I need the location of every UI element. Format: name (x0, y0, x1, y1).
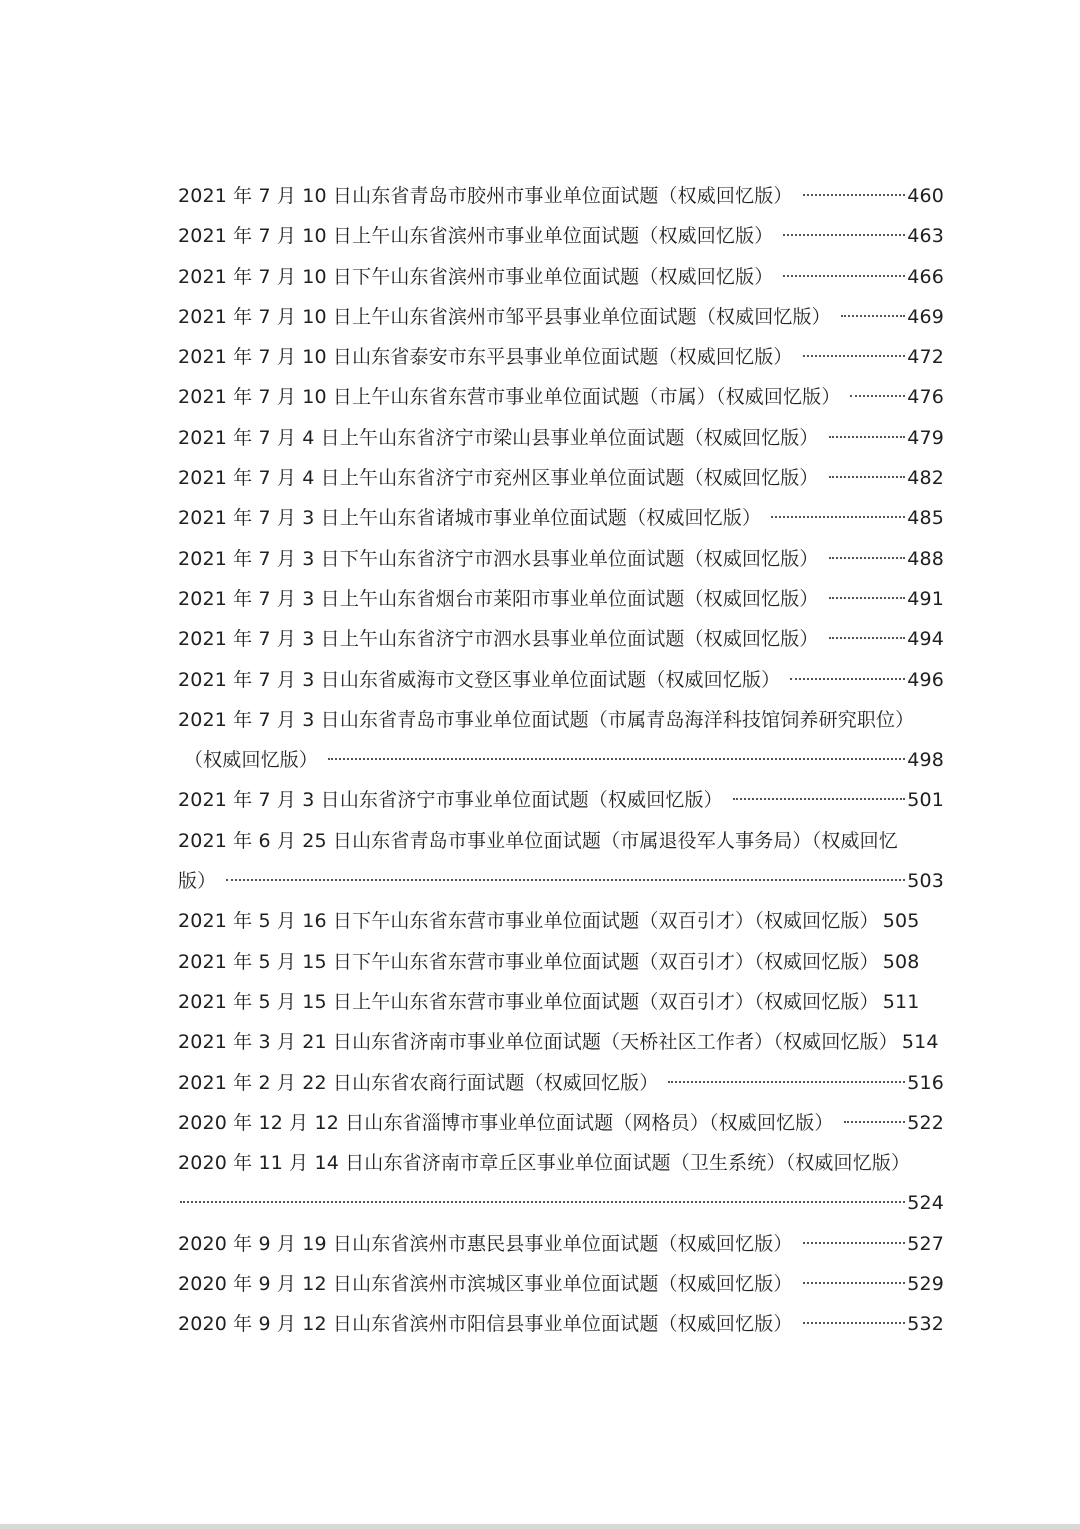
toc-entry[interactable] (178, 337, 944, 377)
toc-entry-title: 2020 年 9 月 19 日山东省滨州市惠民县事业单位面试题（权威回忆版） (178, 1232, 793, 1255)
toc-entry[interactable] (178, 901, 944, 941)
toc-entry-page: 494 (907, 628, 944, 651)
toc-entry-page: 488 (907, 547, 944, 570)
toc-entry[interactable] (178, 418, 944, 458)
toc-entry-page: 466 (907, 265, 944, 288)
toc-entry[interactable] (178, 1304, 944, 1344)
toc-entry-title: 2021 年 7 月 3 日上午山东省济宁市泗水县事业单位面试题（权威回忆版） (178, 628, 819, 651)
toc-entry-page: 460 (907, 185, 944, 207)
toc-entry-page: 529 (907, 1273, 944, 1296)
toc-entry[interactable] (178, 942, 944, 982)
toc-entry-title: 2021 年 7 月 3 日山东省威海市文登区事业单位面试题（权威回忆版） (178, 668, 781, 691)
toc-entry-title: 2021 年 7 月 10 日山东省青岛市胶州市事业单位面试题（权威回忆版） (178, 185, 793, 207)
dot-leader (829, 557, 906, 559)
toc-entry[interactable] (178, 1022, 944, 1062)
toc-entry-title-continued: 版） (178, 870, 217, 893)
dot-leader (733, 798, 905, 800)
dot-leader (180, 1201, 905, 1203)
dot-leader (226, 879, 905, 881)
toc-entry[interactable] (178, 176, 944, 216)
dot-leader (668, 1081, 905, 1083)
toc-entry[interactable] (178, 539, 944, 579)
toc-entry-title: 2021 年 3 月 21 日山东省济南市事业单位面试题（天桥社区工作者）（权威回忆版） (178, 1031, 898, 1054)
toc-entry-continuation[interactable] (178, 740, 944, 780)
dot-leader (803, 1242, 906, 1244)
toc-entry[interactable] (178, 1103, 944, 1143)
toc-entry-continuation[interactable] (178, 861, 944, 901)
toc-entry[interactable] (178, 1063, 944, 1103)
toc-entry-page: 503 (907, 870, 944, 893)
dot-leader (803, 355, 906, 357)
toc-entry-title: 2021 年 2 月 22 日山东省农商行面试题（权威回忆版） (178, 1071, 659, 1094)
toc-entry-page: 532 (907, 1313, 944, 1336)
toc-entry-page: 491 (907, 587, 944, 610)
toc-entry-page: 508 (882, 950, 920, 973)
toc-entry-page: 463 (907, 225, 944, 248)
toc-entry-title: 2021 年 7 月 3 日山东省青岛市事业单位面试题（市属青岛海洋科技馆饲养研究职位） (178, 708, 915, 731)
toc-entry-title: 2021 年 7 月 3 日山东省济宁市事业单位面试题（权威回忆版） (178, 789, 723, 812)
toc-entry-page: 524 (907, 1192, 944, 1215)
dot-leader (803, 194, 906, 196)
toc-entry-title: 2021 年 7 月 3 日上午山东省烟台市莱阳市事业单位面试题（权威回忆版） (178, 587, 819, 610)
toc-entry-first-line[interactable] (178, 700, 944, 740)
toc-entry-page: 514 (901, 1031, 939, 1054)
toc-entry[interactable] (178, 257, 944, 297)
toc-entry-page: 498 (907, 749, 944, 772)
dot-leader (783, 275, 905, 277)
toc-entry-page: 522 (907, 1111, 944, 1134)
toc-entry-page: 511 (882, 990, 920, 1013)
dot-leader (829, 476, 906, 478)
toc-entry-title: 2021 年 7 月 10 日下午山东省滨州市事业单位面试题（权威回忆版） (178, 265, 774, 288)
dot-leader (844, 1121, 906, 1123)
dot-leader (850, 395, 905, 397)
toc-entry-page: 501 (907, 789, 944, 812)
toc-entry-page: 469 (907, 305, 944, 328)
dot-leader (803, 1322, 906, 1324)
dot-leader (829, 597, 906, 599)
toc-entry[interactable] (178, 660, 944, 700)
toc-entry-title: 2021 年 7 月 10 日上午山东省滨州市事业单位面试题（权威回忆版） (178, 225, 774, 248)
toc-entry-page: 482 (907, 467, 944, 490)
toc-entry-title: 2020 年 11 月 14 日山东省济南市章丘区事业单位面试题（卫生系统）（权威回忆版） (178, 1152, 911, 1175)
dot-leader (790, 678, 905, 680)
toc-entry-title: 2021 年 7 月 3 日下午山东省济宁市泗水县事业单位面试题（权威回忆版） (178, 547, 819, 570)
toc-entry-title: 2020 年 9 月 12 日山东省滨州市阳信县事业单位面试题（权威回忆版） (178, 1313, 793, 1336)
toc-entry-title-continued: （权威回忆版） (184, 749, 319, 772)
dot-leader (829, 436, 906, 438)
dot-leader (328, 758, 905, 760)
toc-entry-title: 2021 年 6 月 25 日山东省青岛市事业单位面试题（市属退役军人事务局）（权威回忆 (178, 829, 898, 852)
dot-leader (829, 637, 906, 639)
toc-entry-first-line[interactable] (178, 1143, 944, 1183)
toc-entry[interactable] (178, 297, 944, 337)
toc-entry-page: 472 (907, 346, 944, 369)
dot-leader (841, 315, 905, 317)
toc-entry-title: 2020 年 12 月 12 日山东省淄博市事业单位面试题（网格员）（权威回忆版） (178, 1111, 834, 1134)
toc-entry[interactable] (178, 377, 944, 417)
toc-entry-title: 2020 年 9 月 12 日山东省滨州市滨城区事业单位面试题（权威回忆版） (178, 1273, 793, 1296)
toc-entry-page: 496 (907, 668, 944, 691)
toc-entry-title: 2021 年 5 月 15 日下午山东省东营市事业单位面试题（双百引才）（权威回忆版） (178, 950, 879, 973)
toc-entry-continuation[interactable] (178, 1183, 944, 1223)
dot-leader (803, 1282, 906, 1284)
toc-entry[interactable] (178, 216, 944, 256)
toc-entry-title: 2021 年 7 月 4 日上午山东省济宁市梁山县事业单位面试题（权威回忆版） (178, 426, 819, 449)
toc-entry-title: 2021 年 7 月 10 日上午山东省东营市事业单位面试题（市属）（权威回忆版） (178, 386, 841, 409)
toc-entry-title: 2021 年 5 月 15 日上午山东省东营市事业单位面试题（双百引才）（权威回忆版） (178, 990, 879, 1013)
toc-entry-title: 2021 年 7 月 10 日山东省泰安市东平县事业单位面试题（权威回忆版） (178, 346, 793, 369)
toc-entry-title: 2021 年 7 月 4 日上午山东省济宁市兖州区事业单位面试题（权威回忆版） (178, 467, 819, 490)
toc-entry[interactable] (178, 780, 944, 820)
toc-entry[interactable] (178, 1264, 944, 1304)
toc-entry-title: 2021 年 5 月 16 日下午山东省东营市事业单位面试题（双百引才）（权威回忆版） (178, 910, 879, 933)
dot-leader (771, 516, 905, 518)
toc-entry[interactable] (178, 619, 944, 659)
toc-entry-title: 2021 年 7 月 10 日上午山东省滨州市邹平县事业单位面试题（权威回忆版） (178, 305, 831, 328)
toc-entry-page: 527 (907, 1232, 944, 1255)
dot-leader (783, 234, 905, 236)
toc-entry-first-line[interactable] (178, 821, 944, 861)
toc-entry-page: 485 (907, 507, 944, 530)
toc-entry-page: 479 (907, 426, 944, 449)
bottom-divider (0, 1524, 1080, 1529)
toc-entry[interactable] (178, 498, 944, 538)
toc-entry-page: 516 (907, 1071, 944, 1094)
table-of-contents (178, 176, 944, 1345)
toc-entry[interactable] (178, 579, 944, 619)
toc-entry[interactable] (178, 982, 944, 1022)
toc-entry-title: 2021 年 7 月 3 日上午山东省诸城市事业单位面试题（权威回忆版） (178, 507, 762, 530)
toc-entry[interactable] (178, 458, 944, 498)
toc-entry[interactable] (178, 1224, 944, 1264)
toc-entry-page: 476 (907, 386, 944, 409)
toc-entry-page: 505 (882, 910, 920, 933)
